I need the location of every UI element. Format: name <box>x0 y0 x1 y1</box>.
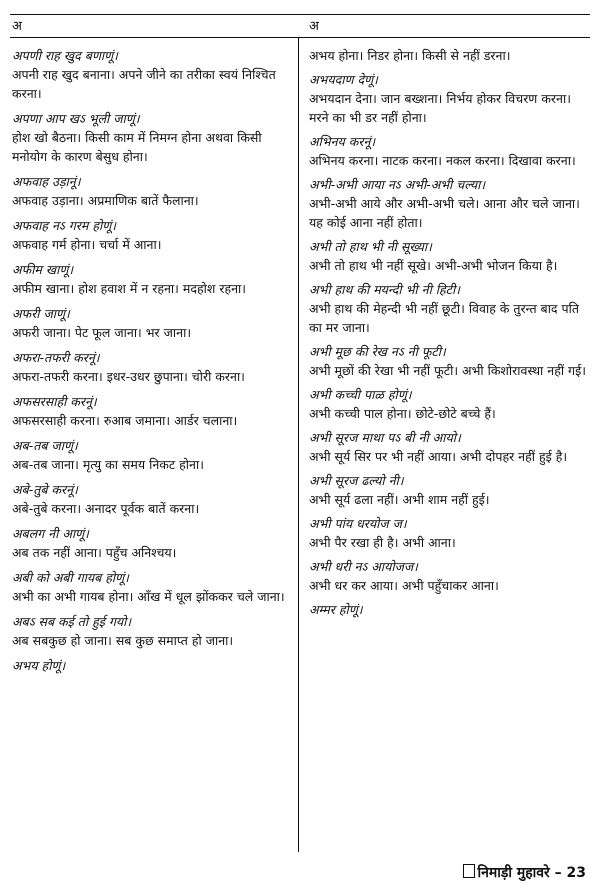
idiom-entry <box>12 46 290 103</box>
idiom-text: अभी धरी नऽ आयोजज। <box>309 559 418 574</box>
idiom-text: अबलग नी आणूं। <box>12 526 89 541</box>
idiom-entry <box>309 600 591 619</box>
idiom-entry <box>309 70 591 127</box>
idiom-meaning: अफरा-तफरी करना। इधर-उधर छुपाना। चोरी करना। <box>12 369 245 384</box>
idiom-text: अफवाह उड़ानूं। <box>12 174 81 189</box>
idiom-entry <box>12 612 290 650</box>
idiom-meaning: अफीम खाना। होश हवाश में न रहना। मदहोश रहना। <box>12 281 246 296</box>
idiom-meaning: अभी तो हाथ भी नहीं सूखे। अभी-अभी भोजन किया है। <box>309 258 558 273</box>
idiom-entry <box>309 342 591 380</box>
idiom-entry <box>12 480 290 518</box>
idiom-text: अफरा-तफरी करनूं। <box>12 350 100 365</box>
idiom-text: अबी को अबी गायब होणूं। <box>12 570 129 585</box>
idiom-entry <box>12 172 290 210</box>
idiom-text: अबे-तुबे करनूं। <box>12 482 78 497</box>
idiom-meaning: अभी हाथ की मेहन्दी भी नहीं छूटी। विवाह के तुरन्त बाद पति का मर जाना। <box>309 301 580 335</box>
idiom-text: अपणी राह खुद बणाणूं। <box>12 48 118 63</box>
idiom-entry <box>309 280 591 337</box>
idiom-text: अबऽ सब कई तो हुई गयो। <box>12 614 132 629</box>
idiom-meaning: अभी सूर्य सिर पर भी नहीं आया। अभी दोपहर नहीं हुई है। <box>309 449 568 464</box>
idiom-meaning: अभी धर कर आया। अभी पहुँचाकर आना। <box>309 578 499 593</box>
idiom-meaning: अपनी राह खुद बनाना। अपने जीने का तरीका स्वयं निश्चित करना। <box>12 67 276 101</box>
idiom-text: अपणा आप खऽ भूली जाणूं। <box>12 111 140 126</box>
idiom-entry <box>12 260 290 298</box>
idiom-meaning: अभयदान देना। जान बख्शना। निर्भय होकर विचरण करना। मरने का भी डर नहीं होना। <box>309 91 571 125</box>
idiom-entry <box>12 109 290 166</box>
idiom-text: अभयदाण देणूं। <box>309 72 378 87</box>
idiom-entry <box>309 385 591 423</box>
idiom-meaning: अभी मूछों की रेखा भी नहीं फूटी। अभी किशोरावस्था नहीं गई। <box>309 363 586 378</box>
idiom-entry <box>309 237 591 275</box>
idiom-text: अभी तो हाथ भी नी सूख्या। <box>309 239 432 254</box>
idiom-text: अफवाह नऽ गरम होणूं। <box>12 218 116 233</box>
column-divider <box>298 38 299 852</box>
idiom-text: अब-तब जाणूं। <box>12 438 78 453</box>
footer-dash: – <box>554 865 562 881</box>
idiom-meaning: अभी कच्ची पाल होना। छोटे-छोटे बच्चे हैं। <box>309 406 496 421</box>
idiom-text: अभी हाथ की मयन्दी भी नी हिटी। <box>309 282 460 297</box>
idiom-meaning: होश खो बैठना। किसी काम में निमग्न होना अथवा किसी मनोयोग के कारण बेसुध होना। <box>12 130 262 164</box>
idiom-entry <box>309 175 591 232</box>
left-column-letter: अ <box>12 19 22 34</box>
idiom-text: अभी सूरज ढल्यो नी। <box>309 473 404 488</box>
idiom-text: अभी-अभी आया नऽ अभी-अभी चल्या। <box>309 177 486 192</box>
idiom-entry <box>12 568 290 606</box>
idiom-text: अभी सूरज माथा पऽ बी नी आयो। <box>309 430 461 445</box>
idiom-text: अभिनय करनूं। <box>309 134 376 149</box>
idiom-meaning: अब-तब जाना। मृत्यु का समय निकट होना। <box>12 457 204 472</box>
idiom-entry <box>12 436 290 474</box>
idiom-entry <box>309 428 591 466</box>
idiom-text: अभी मूछ की रेख नऽ नी फूटी। <box>309 344 446 359</box>
idiom-entry <box>309 514 591 552</box>
book-title: निमाड़ी मुहावरे <box>477 865 550 881</box>
idiom-meaning: अभय होना। निडर होना। किसी से नहीं डरना। <box>309 48 511 63</box>
idiom-entry <box>12 524 290 562</box>
idiom-text: अफसरसाही करनूं। <box>12 394 97 409</box>
idiom-text: अफरी जाणूं। <box>12 306 70 321</box>
idiom-meaning: अभी सूर्य ढला नहीं। अभी शाम नहीं हुई। <box>309 492 490 507</box>
idiom-text: अम्मर होणूं। <box>309 602 363 617</box>
idiom-entry <box>309 132 591 170</box>
left-column <box>12 46 290 852</box>
idiom-text: अफीम खाणूं। <box>12 262 74 277</box>
idiom-meaning: अबे-तुबे करना। अनादर पूर्वक बातें करना। <box>12 501 200 516</box>
idiom-meaning: अब तक नहीं आना। पहुँच अनिश्चय। <box>12 545 177 560</box>
idiom-meaning: अफरी जाना। पेट फूल जाना। भर जाना। <box>12 325 192 340</box>
idiom-entry <box>12 656 290 675</box>
idiom-meaning: अभी-अभी आये और अभी-अभी चले। आना और चले जाना। यह कोई आना नहीं होता। <box>309 196 580 230</box>
idiom-entry <box>309 557 591 595</box>
idiom-meaning: अभी पैर रखा ही है। अभी आना। <box>309 535 456 550</box>
page-footer <box>463 863 586 882</box>
page-number: 23 <box>566 865 586 881</box>
idiom-entry <box>12 392 290 430</box>
top-rule <box>10 14 590 15</box>
idiom-entry <box>12 216 290 254</box>
idiom-meaning: अफवाह उड़ाना। अप्रमाणिक बातें फैलाना। <box>12 193 199 208</box>
idiom-entry <box>309 46 591 65</box>
idiom-text: अभी कच्ची पाळ होणूं। <box>309 387 412 402</box>
header-rule <box>10 37 590 38</box>
idiom-meaning: अफसरसाही करना। रुआब जमाना। आर्डर चलाना। <box>12 413 238 428</box>
idiom-text: अभय होणूं। <box>12 658 66 673</box>
idiom-text: अभी पांय धरयोज ज। <box>309 516 407 531</box>
idiom-entry <box>12 304 290 342</box>
idiom-meaning: अफवाह गर्म होना। चर्चा में आना। <box>12 237 162 252</box>
idiom-meaning: अभिनय करना। नाटक करना। नकल करना। दिखावा करना। <box>309 153 576 168</box>
idiom-entry <box>309 471 591 509</box>
right-column <box>309 46 591 852</box>
idiom-meaning: अब सबकुछ हो जाना। सब कुछ समाप्त हो जाना। <box>12 633 234 648</box>
square-box-icon <box>463 864 475 878</box>
idiom-entry <box>12 348 290 386</box>
column-header-row <box>0 16 600 36</box>
right-column-letter: अ <box>309 19 319 34</box>
idiom-meaning: अभी का अभी गायब होना। आँख में धूल झोंककर चले जाना। <box>12 589 285 604</box>
